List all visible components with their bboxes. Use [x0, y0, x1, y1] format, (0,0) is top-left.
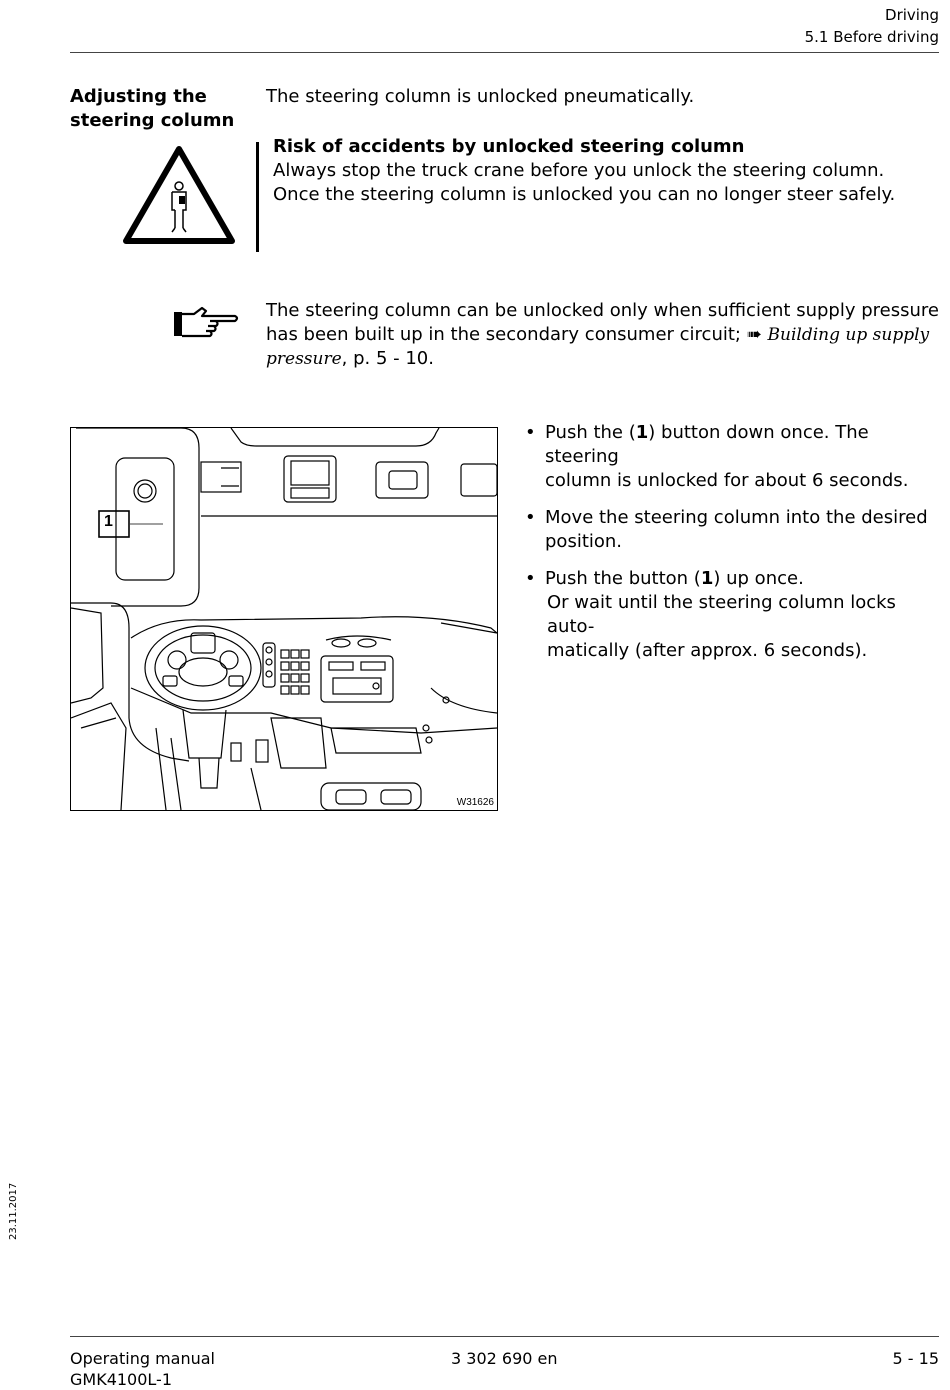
bullet-icon: •	[525, 422, 536, 443]
section-heading: Adjusting the steering column	[70, 86, 235, 131]
cross-reference-page: , p. 5 - 10.	[341, 348, 434, 369]
chapter-title: Driving	[885, 6, 939, 24]
warning-box	[273, 135, 938, 207]
note-text	[266, 299, 941, 371]
warning-line-1: Always stop the truck crane before you unlock the steering column.	[273, 160, 885, 181]
cab-drawing	[71, 428, 497, 810]
step-item	[525, 506, 945, 554]
document-type: Operating manual	[70, 1349, 215, 1368]
warning-bar	[256, 142, 259, 252]
cab-illustration	[70, 427, 498, 811]
step-continuation: Or wait until the steering column locks auto-	[547, 592, 896, 637]
print-date: 23.11.2017	[8, 1182, 19, 1240]
step-text: Push the (1) button down once. The steering	[545, 422, 869, 467]
step-continuation: matically (after approx. 6 seconds).	[547, 640, 868, 661]
warning-title: Risk of accidents by unlocked steering column	[273, 136, 745, 157]
model-name: GMK4100L-1	[70, 1370, 172, 1389]
step-list	[525, 421, 945, 676]
step-text: Move the steering column into the desired	[545, 507, 928, 528]
figure-code: W31626	[456, 797, 494, 808]
cross-reference-link[interactable]: Building up supply pressure	[266, 325, 930, 369]
callout-label: 1	[104, 513, 113, 530]
section-title-header: 5.1 Before driving	[804, 28, 939, 46]
document-number: 3 302 690 en	[451, 1349, 558, 1368]
intro-text: The steering column is unlocked pneumatically.	[266, 86, 695, 107]
warning-line-2: Once the steering column is unlocked you can no longer steer safely.	[273, 184, 896, 205]
bullet-icon: •	[525, 568, 536, 589]
step-text: Push the button (1) up once.	[545, 568, 804, 589]
pointing-hand-icon	[172, 305, 240, 341]
step-item	[525, 421, 945, 493]
step-continuation: column is unlocked for about 6 seconds.	[545, 470, 909, 491]
step-item	[525, 567, 945, 663]
page-header	[805, 4, 939, 48]
note-body: The steering column can be unlocked only when sufficient supply pressure has been built up in the secondary consumer circuit;	[266, 300, 939, 345]
step-continuation: position.	[545, 531, 623, 552]
warning-triangle-icon	[122, 144, 236, 246]
footer-rule	[70, 1336, 939, 1337]
cross-reference-arrow-icon: ➠	[746, 324, 762, 345]
header-rule	[70, 52, 939, 53]
page-number: 5 - 15	[892, 1349, 939, 1368]
bullet-icon: •	[525, 507, 536, 528]
